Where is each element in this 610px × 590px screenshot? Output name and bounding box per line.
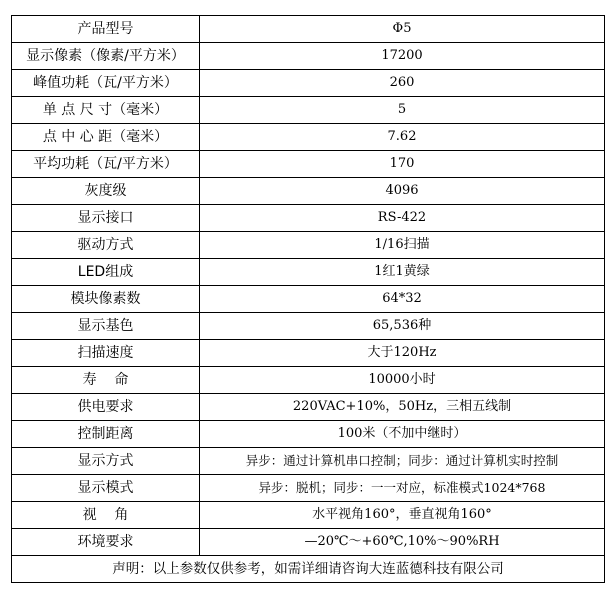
row-value: RS-422 [200,205,605,232]
row-label: 显示方式 [12,448,200,475]
table-row [12,475,605,502]
row-label: 环境要求 [12,529,200,556]
row-label: 寿 命 [12,367,200,394]
row-value: —20℃～+60℃,10%～90%RH [200,529,605,556]
row-label: 驱动方式 [12,232,200,259]
row-label: LED组成 [12,259,200,286]
table-row [12,421,605,448]
row-value: 异步：通过计算机串口控制；同步：通过计算机实时控制 [200,448,605,475]
table-footer-row [12,556,605,583]
table-row [12,448,605,475]
row-value: 7.62 [200,124,605,151]
row-value: 水平视角160°，垂直视角160° [200,502,605,529]
row-label: 点 中 心 距（毫米） [12,124,200,151]
row-value: 65,536种 [200,313,605,340]
row-label: 产品型号 [12,16,200,43]
disclaimer-note: 声明：以上参数仅供参考，如需详细请咨询大连蓝德科技有限公司 [12,556,605,583]
table-row [12,259,605,286]
spec-table [11,15,605,583]
row-value: 4096 [200,178,605,205]
table-row [12,97,605,124]
row-label: 显示接口 [12,205,200,232]
row-label: 灰度级 [12,178,200,205]
table-row [12,70,605,97]
row-value: 17200 [200,43,605,70]
row-value: 大于120Hz [200,340,605,367]
row-label: 平均功耗（瓦/平方米） [12,151,200,178]
row-value: Φ5 [200,16,605,43]
table-row [12,178,605,205]
row-value: 异步：脱机；同步：一一对应，标准模式1024*768 [200,475,605,502]
table-row [12,43,605,70]
table-row [12,394,605,421]
row-label: 供电要求 [12,394,200,421]
row-value: 100米（不加中继时） [200,421,605,448]
row-value: 1红1黄绿 [200,259,605,286]
table-row [12,286,605,313]
row-label: 视 角 [12,502,200,529]
row-label: 模块像素数 [12,286,200,313]
table-row [12,205,605,232]
row-label: 扫描速度 [12,340,200,367]
table-row [12,151,605,178]
table-row [12,367,605,394]
row-value: 10000小时 [200,367,605,394]
table-row [12,340,605,367]
row-value: 220VAC+10%，50Hz，三相五线制 [200,394,605,421]
table-row [12,313,605,340]
table-row [12,124,605,151]
row-label: 峰值功耗（瓦/平方米） [12,70,200,97]
row-label: 单 点 尺 寸（毫米） [12,97,200,124]
row-label: 控制距离 [12,421,200,448]
row-value: 64*32 [200,286,605,313]
row-value: 170 [200,151,605,178]
row-label: 显示基色 [12,313,200,340]
table-row [12,16,605,43]
row-label: 显示像素（像素/平方米） [12,43,200,70]
table-row [12,232,605,259]
row-value: 1/16扫描 [200,232,605,259]
table-row [12,529,605,556]
table-row [12,502,605,529]
row-label: 显示模式 [12,475,200,502]
row-value: 5 [200,97,605,124]
row-value: 260 [200,70,605,97]
